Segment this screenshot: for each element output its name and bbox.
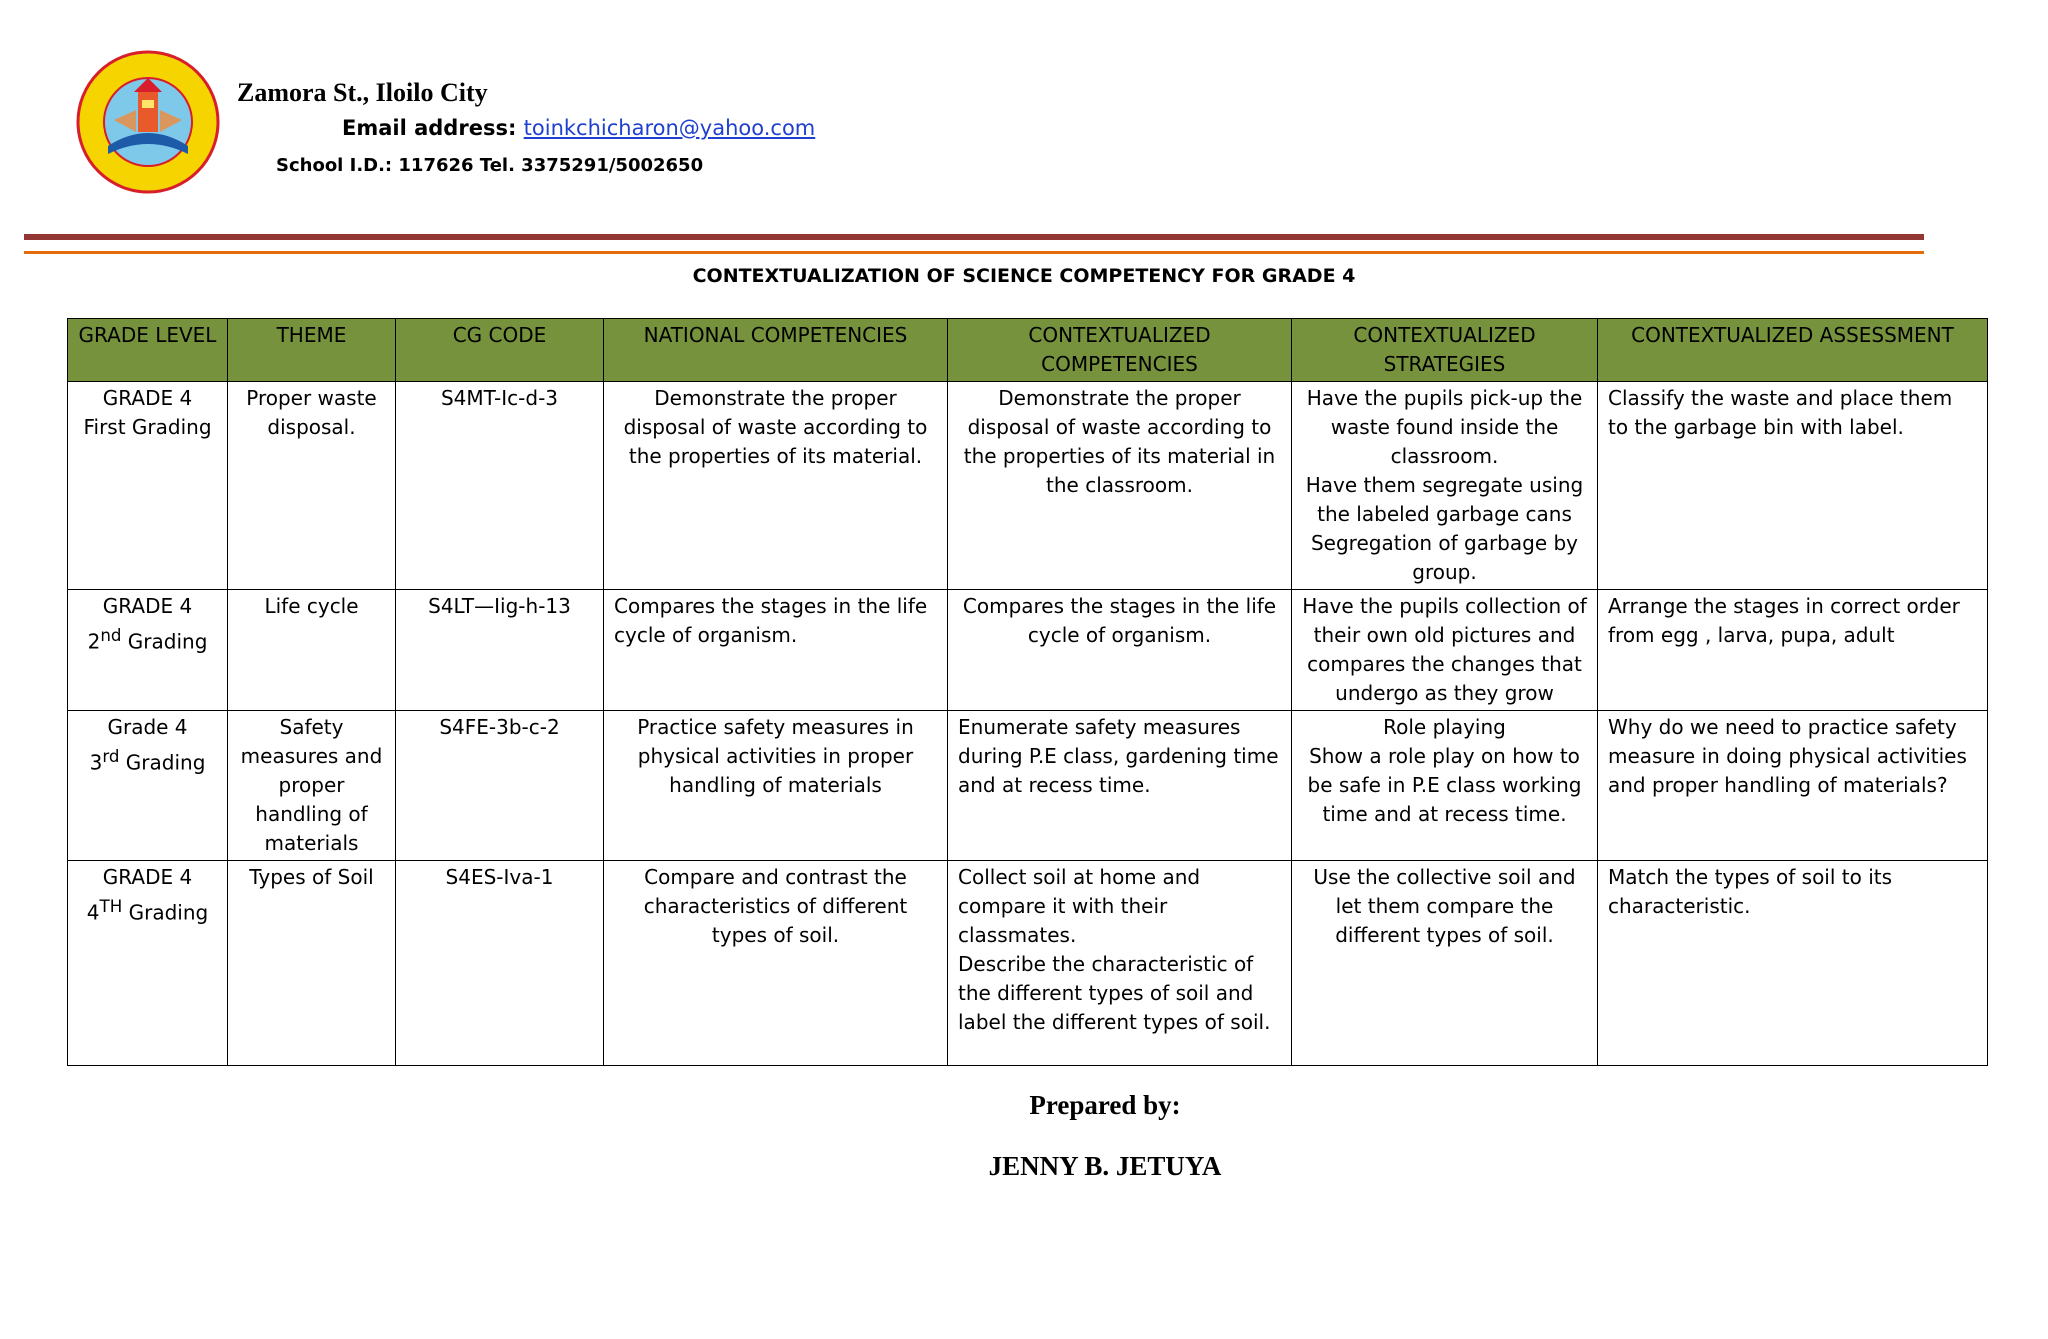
theme-cell: Proper waste disposal. <box>228 382 396 590</box>
national-cell: Compares the stages in the life cycle of organism. <box>604 590 948 711</box>
grade-label: Grade 4 <box>107 715 188 739</box>
school-address: Zamora St., Iloilo City <box>237 78 488 107</box>
theme-cell: Life cycle <box>228 590 396 711</box>
header-contextualized-competencies: CONTEXTUALIZED COMPETENCIES <box>948 319 1292 382</box>
theme-cell: Safety measures and proper handling of materials <box>228 711 396 861</box>
grade-cell <box>68 382 228 590</box>
table-header-row <box>68 319 1988 382</box>
header-theme: THEME <box>228 319 396 382</box>
header-cg-code: CG CODE <box>396 319 604 382</box>
national-cell: Demonstrate the proper disposal of waste according to the properties of its material. <box>604 382 948 590</box>
strategy-cell <box>1292 861 1598 1066</box>
strategy-line: Have them segregate using the labeled garbage cans <box>1305 473 1584 526</box>
competency-table <box>67 318 1988 1066</box>
cg-code-cell: S4ES-Iva-1 <box>396 861 604 1066</box>
email-label: Email address: <box>342 116 517 140</box>
competency-cell: Enumerate safety measures during P.E class, gardening time and at recess time. <box>948 711 1292 861</box>
header-rule-top <box>24 234 1924 240</box>
strategy-line: Segregation of garbage by group. <box>1310 531 1579 584</box>
cg-code-cell: S4FE-3b-c-2 <box>396 711 604 861</box>
header-contextualized-strategies: CONTEXTUALIZED STRATEGIES <box>1292 319 1598 382</box>
national-cell: Compare and contrast the characteristics of different types of soil. <box>604 861 948 1066</box>
table-row <box>68 382 1988 590</box>
strategy-line: Show a role play on how to be safe in P.E class working time and at recess time. <box>1307 744 1582 826</box>
competency-line: Collect soil at home and compare it with their classmates. <box>958 865 1201 947</box>
cg-code-cell: S4MT-Ic-d-3 <box>396 382 604 590</box>
header-contextualized-assessment: CONTEXTUALIZED ASSESSMENT <box>1598 319 1988 382</box>
header-national-competencies: NATIONAL COMPETENCIES <box>604 319 948 382</box>
email-link[interactable]: toinkchicharon@yahoo.com <box>523 116 816 140</box>
competency-cell: Compares the stages in the life cycle of organism. <box>948 590 1292 711</box>
strategy-line: Role playing <box>1383 715 1506 739</box>
strategy-cell <box>1292 382 1598 590</box>
email-line <box>342 116 815 140</box>
table-row <box>68 590 1988 711</box>
competency-cell: Demonstrate the proper disposal of waste according to the properties of its material in the classroom. <box>948 382 1292 590</box>
competency-cell <box>948 861 1292 1066</box>
strategy-line: Have the pupils collection of their own old pictures and compares the changes that undergo as they grow <box>1302 594 1587 705</box>
strategy-line: Use the collective soil and let them compare the different types of soil. <box>1313 865 1576 947</box>
assessment-cell: Arrange the stages in correct order from egg , larva, pupa, adult <box>1598 590 1988 711</box>
theme-cell: Types of Soil <box>228 861 396 1066</box>
header-rule-bottom <box>24 251 1924 254</box>
grade-cell <box>68 711 228 861</box>
strategy-line: Have the pupils pick-up the waste found inside the classroom. <box>1306 386 1583 468</box>
strategy-cell <box>1292 711 1598 861</box>
table-row <box>68 861 1988 1066</box>
grade-cell <box>68 861 228 1066</box>
grade-cell <box>68 590 228 711</box>
grade-label: GRADE 4 <box>102 865 193 889</box>
competency-line: Describe the characteristic of the different types of soil and label the different types of soil. <box>958 952 1271 1034</box>
table-row <box>68 711 1988 861</box>
national-cell: Practice safety measures in physical activities in proper handling of materials <box>604 711 948 861</box>
preparer-name: JENNY B. JETUYA <box>988 1151 1222 1181</box>
school-logo <box>76 50 220 194</box>
grading-label: 3rd Grading <box>89 747 206 775</box>
cg-code-cell: S4LT—Iig-h-13 <box>396 590 604 711</box>
prepared-by-label: Prepared by: <box>1029 1090 1181 1120</box>
grade-label: GRADE 4 <box>102 386 193 410</box>
assessment-cell: Match the types of soil to its characteristic. <box>1598 861 1988 1066</box>
grading-label: 4TH Grading <box>86 897 209 925</box>
document-title: CONTEXTUALIZATION OF SCIENCE COMPETENCY FOR GRADE 4 <box>692 265 1356 287</box>
grade-label: GRADE 4 <box>102 594 193 618</box>
school-id: School I.D.: 117626 Tel. 3375291/5002650 <box>276 155 704 176</box>
grading-label: First Grading <box>83 415 212 439</box>
strategy-cell <box>1292 590 1598 711</box>
assessment-cell: Why do we need to practice safety measure in doing physical activities and proper handling of materials? <box>1598 711 1988 861</box>
assessment-cell: Classify the waste and place them to the garbage bin with label. <box>1598 382 1988 590</box>
grading-label: 2nd Grading <box>87 626 208 654</box>
header-grade-level: GRADE LEVEL <box>68 319 228 382</box>
